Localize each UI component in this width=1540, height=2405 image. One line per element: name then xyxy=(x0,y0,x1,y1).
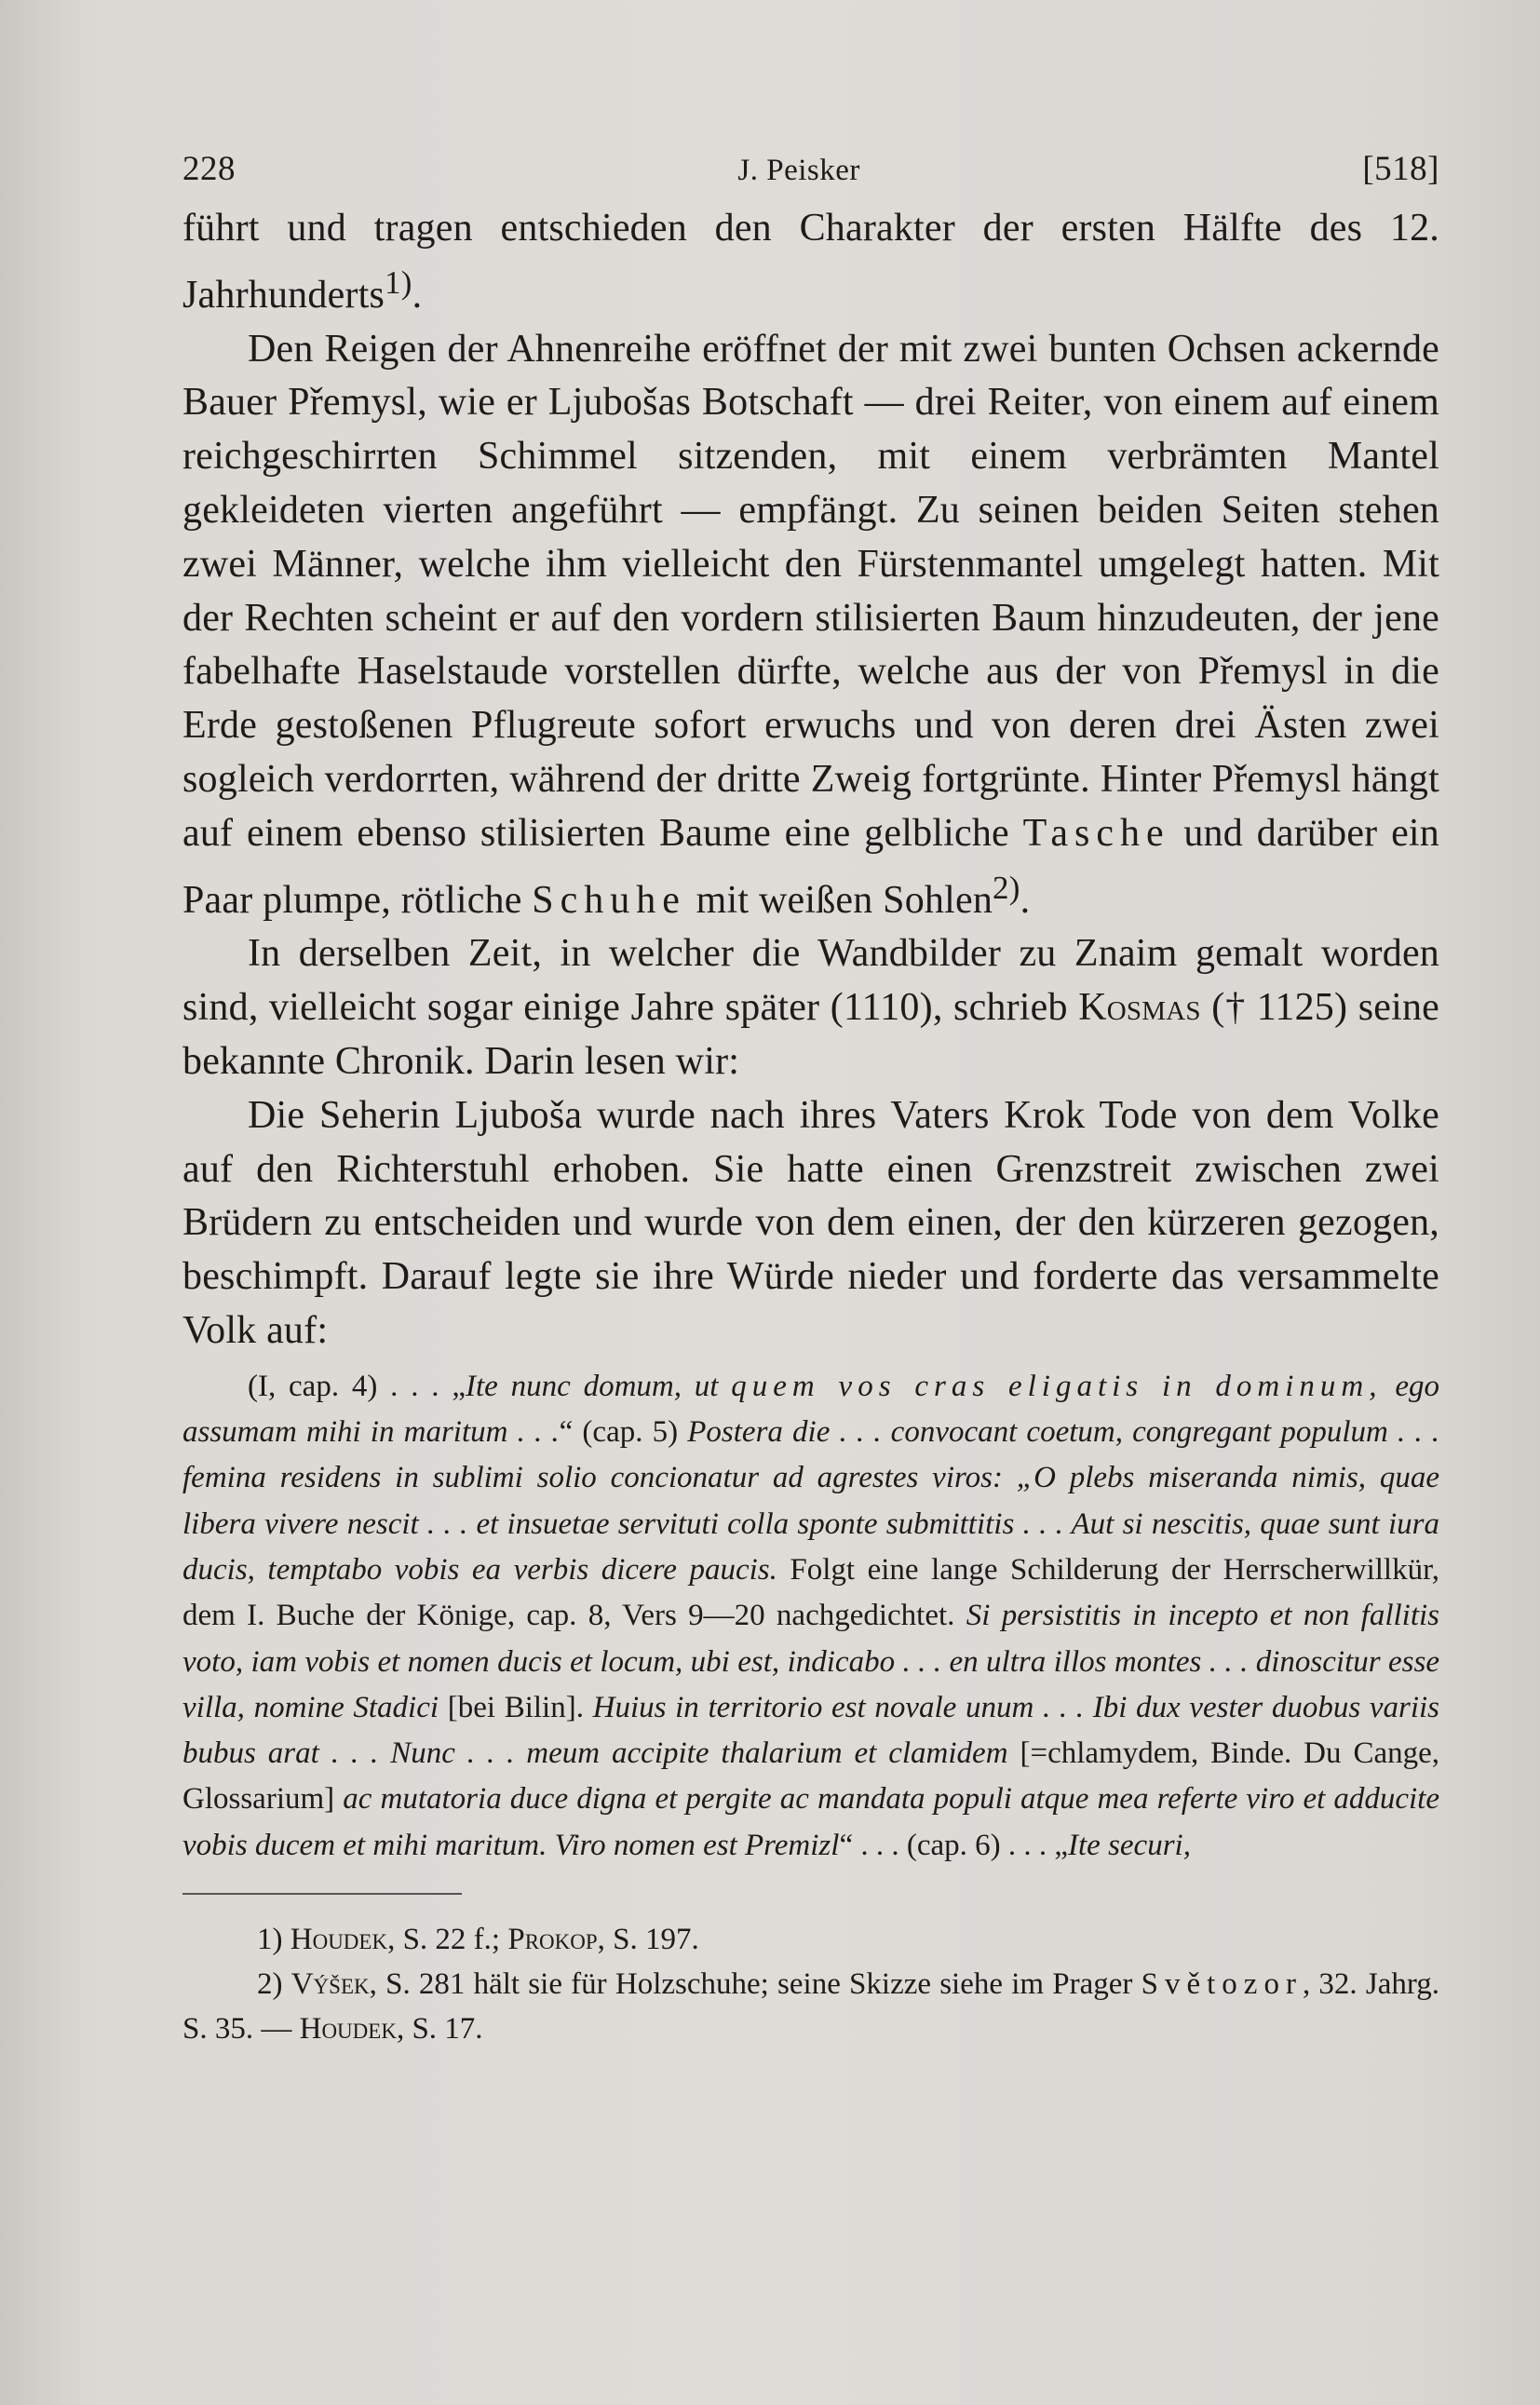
bracket-page-number: [518] xyxy=(1362,150,1439,188)
footnote-ref: 1) xyxy=(385,263,412,301)
commentary-text: Folgt eine lange Schilderung der Herrscherwillkür, dem I. Buche der Könige, cap. 8, Vers 9—20 nachgedichtet. xyxy=(182,1552,1440,1633)
footnote-2 xyxy=(182,1962,1439,2051)
quote-ref: “ (cap. 5) xyxy=(559,1415,679,1450)
latin-text: Si persistitis in incepto et non fallitis voto, iam vobis et nomen ducis et locum, ubi est, indicabo . . . en ultra illos montes . . . dinoscitur esse villa, nomine Stadici xyxy=(182,1599,1440,1724)
page-number: 228 xyxy=(182,150,236,188)
footnote-ref: 2) xyxy=(993,869,1020,906)
page-content xyxy=(182,149,1439,2051)
author-name: Houdek xyxy=(290,1923,388,1956)
punctuation: . xyxy=(412,273,423,317)
quote-ref: (I, cap. 4) . . . „ xyxy=(248,1369,466,1403)
paragraph-text: († 1125) seine bekannte Chronik. Darin lesen wir: xyxy=(182,986,1439,1083)
main-text xyxy=(182,202,1439,1358)
spaced-word-svetozor: Světozor xyxy=(1141,1967,1303,2001)
paragraph-text: Den Reigen der Ahnenreihe eröffnet der mit zwei bunten Ochsen ackernde Bauer Přemysl, wie er Ljubošas Botschaft — drei Reiter, von einem auf einem reichgeschirrten Schimmel sitzenden, mit einem verbrämten Mantel gekleideten vierten angeführt — empfängt. Zu seinen beiden Seiten stehen zwei Männer, welche ihm vielleicht den Fürstenmantel umgelegt hatten. Mit der Rechten scheint er auf den vordern stilisierten Baum hinzudeuten, der jene fabelhafte Haselstaude vorstellen dürfte, welche aus der von Přemysl in die Erde gestoßenen Pflugreute sofort erwuchs und von deren drei Ästen zwei sogleich verdorrten, während der dritte Zweig fortgrünte. Hinter Přemysl hängt auf einem ebenso stilisierten Baume eine gelbliche xyxy=(182,327,1439,855)
author-name: Prokop xyxy=(507,1923,598,1956)
author-name: Houdek xyxy=(299,2012,397,2046)
latin-text: ego assumam mihi in maritum . . . xyxy=(182,1369,1439,1450)
quote-text xyxy=(182,1364,1439,1869)
footnote-text: , S. 17. xyxy=(396,2012,483,2046)
latin-quotation xyxy=(182,1364,1439,1869)
paragraph-text: führt und tragen entschieden den Charakter der ersten Hälfte des 12. Jahrhunderts xyxy=(182,207,1439,317)
spaced-word-tasche: Tasche xyxy=(1022,811,1170,855)
footnote-text: , S. 197. xyxy=(597,1923,699,1956)
footnote-text: , S. 281 hält sie für Holzschuhe; seine Skizze siehe im Prager xyxy=(369,1967,1133,2001)
latin-text: Huius in territorio est novale unum . . . Ibi dux vester duobus variis bubus arat . . . Nunc . . . meum accipite thalarium et clamidem xyxy=(182,1690,1440,1771)
latin-text: Ite securi, xyxy=(1068,1828,1191,1862)
paragraph-text: mit weißen Sohlen xyxy=(696,878,993,922)
commentary-text: [=chlamydem, Binde. Du Cange, Glossarium] xyxy=(182,1736,1439,1817)
running-title: J. Peisker xyxy=(737,154,860,187)
page-header xyxy=(182,149,1439,189)
footnote-text: , 32. Jahrg. S. 35. — xyxy=(182,1967,1440,2046)
latin-text: Ite nunc domum, ut xyxy=(466,1369,719,1403)
latin-text: ac mutatoria duce digna et pergite ac mandata populi atque mea referte viro et adducite vobis ducem et mihi maritum. Viro nomen est Premizl xyxy=(182,1782,1440,1862)
paragraph-1 xyxy=(182,202,1439,323)
footnote-text: , S. 22 f.; xyxy=(387,1923,501,1956)
footnote-number: 1) xyxy=(257,1923,283,1956)
paragraph-text: In derselben Zeit, in welcher die Wandbilder zu Znaim gemalt worden sind, vielleicht sogar einige Jahre später (1110), schrieb xyxy=(182,932,1439,1030)
latin-text-spaced: quem vos cras eligatis in dominum, xyxy=(731,1369,1383,1403)
paragraph-4 xyxy=(182,1089,1439,1358)
paragraph-text: Die Seherin Ljuboša wurde nach ihres Vaters Krok Tode von dem Volke auf den Richterstuhl erhoben. Sie hatte einen Grenzstreit zwischen zwei Brüdern zu entscheiden und wurde von dem einen, der den kürzeren gezogen, beschimpft. Darauf legte sie ihre Würde nieder und forderte das versammelte Volk auf: xyxy=(182,1093,1439,1352)
latin-text: Postera die . . . convocant coetum, congregant populum . . . femina residens in sublimi solio concionatur ad agrestes viros: „O plebs miseranda nimis, quae libera vivere nescit . . . et insuetae servituti colla sponte submittitis . . . Aut si nescitis, quae sunt iura ducis, temptabo vobis ea verbis dicere paucis. xyxy=(182,1415,1440,1587)
footnote-divider xyxy=(182,1893,462,1895)
commentary-text: [bei Bilin]. xyxy=(447,1690,584,1724)
footnotes xyxy=(182,1917,1439,2051)
quote-ref: “ . . . (cap. 6) . . . „ xyxy=(839,1828,1069,1862)
footnote-number: 2) xyxy=(257,1967,283,2001)
paragraph-3 xyxy=(182,927,1439,1088)
paragraph-text: und darüber ein Paar plumpe, rötliche xyxy=(182,811,1439,922)
author-name: Výšek xyxy=(290,1967,370,2001)
spaced-word-schuhe: Schuhe xyxy=(532,878,686,922)
paragraph-2 xyxy=(182,323,1439,928)
punctuation: . xyxy=(1020,878,1031,922)
author-name-kosmas: Kosmas xyxy=(1078,986,1201,1030)
footnote-1 xyxy=(182,1917,1439,1962)
